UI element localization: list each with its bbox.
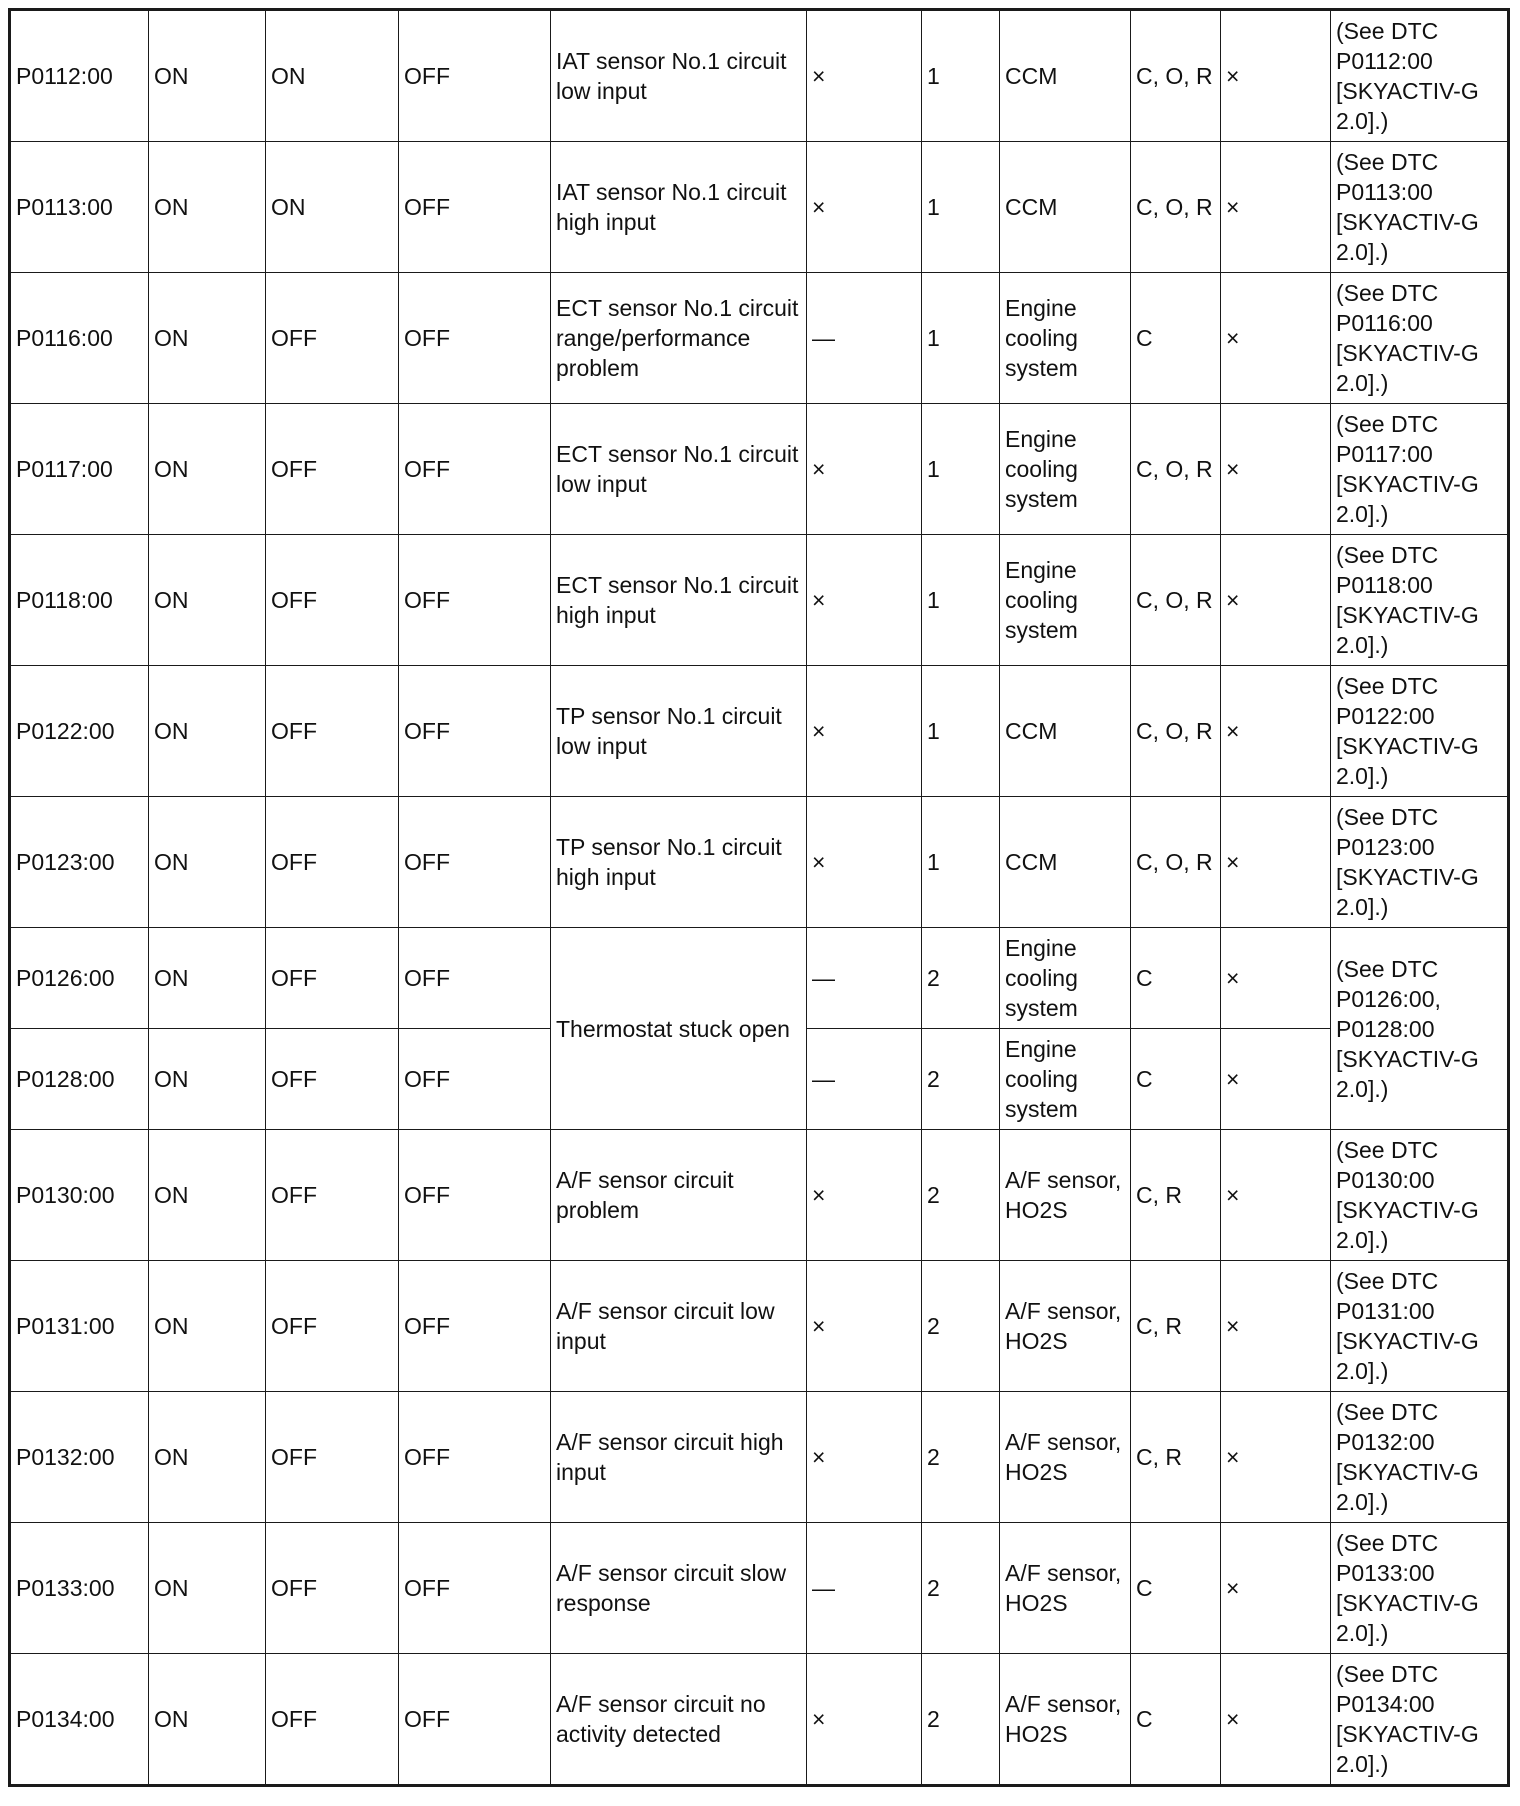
dtc-code: P0113:00 [10,142,149,273]
reference-link[interactable]: (See DTC P0122:00 [SKYACTIV-G 2.0].) [1331,666,1509,797]
mil-status: ON [149,535,266,666]
dtc-code: P0133:00 [10,1523,149,1654]
detection-condition: ECT sensor No.1 circuit high input [551,535,807,666]
dtc-mark: × [1221,1654,1331,1786]
status-col-3: OFF [399,1523,551,1654]
dtc-mark: × [1221,797,1331,928]
detection-condition: IAT sensor No.1 circuit low input [551,10,807,142]
dtc-type: C, R [1131,1392,1221,1523]
mil-status: ON [149,142,266,273]
trip-count: 2 [922,1392,1000,1523]
detection-condition: TP sensor No.1 circuit low input [551,666,807,797]
status-col-2: OFF [266,1130,399,1261]
monitor-item: A/F sensor, HO2S [1000,1392,1131,1523]
dtc-type: C, O, R [1131,666,1221,797]
detection-condition: ECT sensor No.1 circuit range/performance problem [551,273,807,404]
status-col-3: OFF [399,1261,551,1392]
status-col-3: OFF [399,928,551,1029]
status-col-2: ON [266,142,399,273]
status-col-3: OFF [399,404,551,535]
status-col-2: OFF [266,666,399,797]
reference-link[interactable]: (See DTC P0113:00 [SKYACTIV-G 2.0].) [1331,142,1509,273]
dtc-code: P0134:00 [10,1654,149,1786]
fail-safe: — [807,1523,922,1654]
monitor-item: CCM [1000,797,1131,928]
dtc-code: P0130:00 [10,1130,149,1261]
fail-safe: × [807,1392,922,1523]
status-col-3: OFF [399,535,551,666]
reference-link[interactable]: (See DTC P0126:00, P0128:00 [SKYACTIV-G 2.0].) [1331,928,1509,1130]
fail-safe: × [807,404,922,535]
monitor-item: A/F sensor, HO2S [1000,1261,1131,1392]
detection-condition: A/F sensor circuit high input [551,1392,807,1523]
table-row [10,1130,1509,1261]
monitor-item: Engine cooling system [1000,273,1131,404]
table-row [10,1392,1509,1523]
status-col-2: OFF [266,535,399,666]
table-row [10,1261,1509,1392]
status-col-3: OFF [399,10,551,142]
mil-status: ON [149,1392,266,1523]
reference-link[interactable]: (See DTC P0112:00 [SKYACTIV-G 2.0].) [1331,10,1509,142]
dtc-mark: × [1221,142,1331,273]
trip-count: 2 [922,928,1000,1029]
mil-status: ON [149,1261,266,1392]
status-col-2: OFF [266,928,399,1029]
dtc-type: C [1131,1523,1221,1654]
status-col-3: OFF [399,1654,551,1786]
mil-status: ON [149,404,266,535]
dtc-type: C [1131,273,1221,404]
reference-link[interactable]: (See DTC P0131:00 [SKYACTIV-G 2.0].) [1331,1261,1509,1392]
fail-safe: × [807,666,922,797]
trip-count: 2 [922,1523,1000,1654]
fail-safe: × [807,10,922,142]
dtc-code: P0122:00 [10,666,149,797]
mil-status: ON [149,1130,266,1261]
monitor-item: Engine cooling system [1000,535,1131,666]
dtc-mark: × [1221,666,1331,797]
trip-count: 2 [922,1130,1000,1261]
status-col-2: OFF [266,1523,399,1654]
mil-status: ON [149,928,266,1029]
dtc-mark: × [1221,1029,1331,1130]
dtc-type: C, O, R [1131,10,1221,142]
fail-safe: × [807,797,922,928]
detection-condition: A/F sensor circuit slow response [551,1523,807,1654]
fail-safe: × [807,535,922,666]
reference-link[interactable]: (See DTC P0133:00 [SKYACTIV-G 2.0].) [1331,1523,1509,1654]
fail-safe: × [807,1130,922,1261]
status-col-2: OFF [266,404,399,535]
reference-link[interactable]: (See DTC P0132:00 [SKYACTIV-G 2.0].) [1331,1392,1509,1523]
dtc-code: P0118:00 [10,535,149,666]
dtc-code: P0131:00 [10,1261,149,1392]
status-col-2: OFF [266,1029,399,1130]
detection-condition: TP sensor No.1 circuit high input [551,797,807,928]
detection-condition: A/F sensor circuit no activity detected [551,1654,807,1786]
monitor-item: A/F sensor, HO2S [1000,1654,1131,1786]
monitor-item: Engine cooling system [1000,1029,1131,1130]
status-col-3: OFF [399,1392,551,1523]
monitor-item: CCM [1000,142,1131,273]
table-row [10,142,1509,273]
reference-link[interactable]: (See DTC P0116:00 [SKYACTIV-G 2.0].) [1331,273,1509,404]
fail-safe: × [807,142,922,273]
status-col-3: OFF [399,142,551,273]
mil-status: ON [149,797,266,928]
table-row [10,535,1509,666]
dtc-code: P0116:00 [10,273,149,404]
dtc-type: C [1131,1654,1221,1786]
dtc-mark: × [1221,10,1331,142]
trip-count: 1 [922,404,1000,535]
trip-count: 1 [922,535,1000,666]
table-row [10,10,1509,142]
dtc-mark: × [1221,1392,1331,1523]
table-row [10,797,1509,928]
status-col-3: OFF [399,797,551,928]
dtc-code: P0117:00 [10,404,149,535]
dtc-mark: × [1221,404,1331,535]
dtc-mark: × [1221,928,1331,1029]
fail-safe: × [807,1654,922,1786]
monitor-item: A/F sensor, HO2S [1000,1130,1131,1261]
detection-condition: A/F sensor circuit low input [551,1261,807,1392]
mil-status: ON [149,666,266,797]
dtc-type: C, R [1131,1130,1221,1261]
status-col-3: OFF [399,1029,551,1130]
trip-count: 2 [922,1029,1000,1130]
dtc-type: C [1131,1029,1221,1130]
dtc-type: C, O, R [1131,142,1221,273]
table-row [10,1523,1509,1654]
trip-count: 2 [922,1261,1000,1392]
dtc-code: P0132:00 [10,1392,149,1523]
trip-count: 1 [922,142,1000,273]
fail-safe: — [807,273,922,404]
dtc-type: C [1131,928,1221,1029]
dtc-code: P0126:00 [10,928,149,1029]
monitor-item: CCM [1000,10,1131,142]
dtc-mark: × [1221,1261,1331,1392]
dtc-code: P0128:00 [10,1029,149,1130]
reference-link[interactable]: (See DTC P0123:00 [SKYACTIV-G 2.0].) [1331,797,1509,928]
reference-link[interactable]: (See DTC P0134:00 [SKYACTIV-G 2.0].) [1331,1654,1509,1786]
status-col-3: OFF [399,666,551,797]
monitor-item: Engine cooling system [1000,928,1131,1029]
table-row [10,928,1509,1029]
dtc-type: C, R [1131,1261,1221,1392]
detection-condition: ECT sensor No.1 circuit low input [551,404,807,535]
trip-count: 2 [922,1654,1000,1786]
status-col-2: ON [266,10,399,142]
status-col-2: OFF [266,273,399,404]
status-col-2: OFF [266,1261,399,1392]
mil-status: ON [149,1523,266,1654]
status-col-2: OFF [266,797,399,928]
detection-condition: IAT sensor No.1 circuit high input [551,142,807,273]
fail-safe: × [807,1261,922,1392]
table-row [10,404,1509,535]
detection-condition: A/F sensor circuit problem [551,1130,807,1261]
monitor-item: Engine cooling system [1000,404,1131,535]
status-col-2: OFF [266,1392,399,1523]
dtc-type: C, O, R [1131,404,1221,535]
status-col-2: OFF [266,1654,399,1786]
dtc-type: C, O, R [1131,535,1221,666]
dtc-table [8,8,1510,1787]
fail-safe: — [807,928,922,1029]
mil-status: ON [149,273,266,404]
reference-link[interactable]: (See DTC P0130:00 [SKYACTIV-G 2.0].) [1331,1130,1509,1261]
table-row [10,1654,1509,1786]
fail-safe: — [807,1029,922,1130]
trip-count: 1 [922,273,1000,404]
detection-condition: Thermostat stuck open [551,928,807,1130]
trip-count: 1 [922,797,1000,928]
trip-count: 1 [922,10,1000,142]
mil-status: ON [149,1654,266,1786]
monitor-item: A/F sensor, HO2S [1000,1523,1131,1654]
reference-link[interactable]: (See DTC P0118:00 [SKYACTIV-G 2.0].) [1331,535,1509,666]
mil-status: ON [149,10,266,142]
table-row [10,666,1509,797]
dtc-type: C, O, R [1131,797,1221,928]
table-row [10,273,1509,404]
dtc-mark: × [1221,273,1331,404]
trip-count: 1 [922,666,1000,797]
status-col-3: OFF [399,273,551,404]
dtc-mark: × [1221,1130,1331,1261]
reference-link[interactable]: (See DTC P0117:00 [SKYACTIV-G 2.0].) [1331,404,1509,535]
dtc-code: P0112:00 [10,10,149,142]
monitor-item: CCM [1000,666,1131,797]
dtc-code: P0123:00 [10,797,149,928]
dtc-mark: × [1221,535,1331,666]
mil-status: ON [149,1029,266,1130]
dtc-mark: × [1221,1523,1331,1654]
status-col-3: OFF [399,1130,551,1261]
